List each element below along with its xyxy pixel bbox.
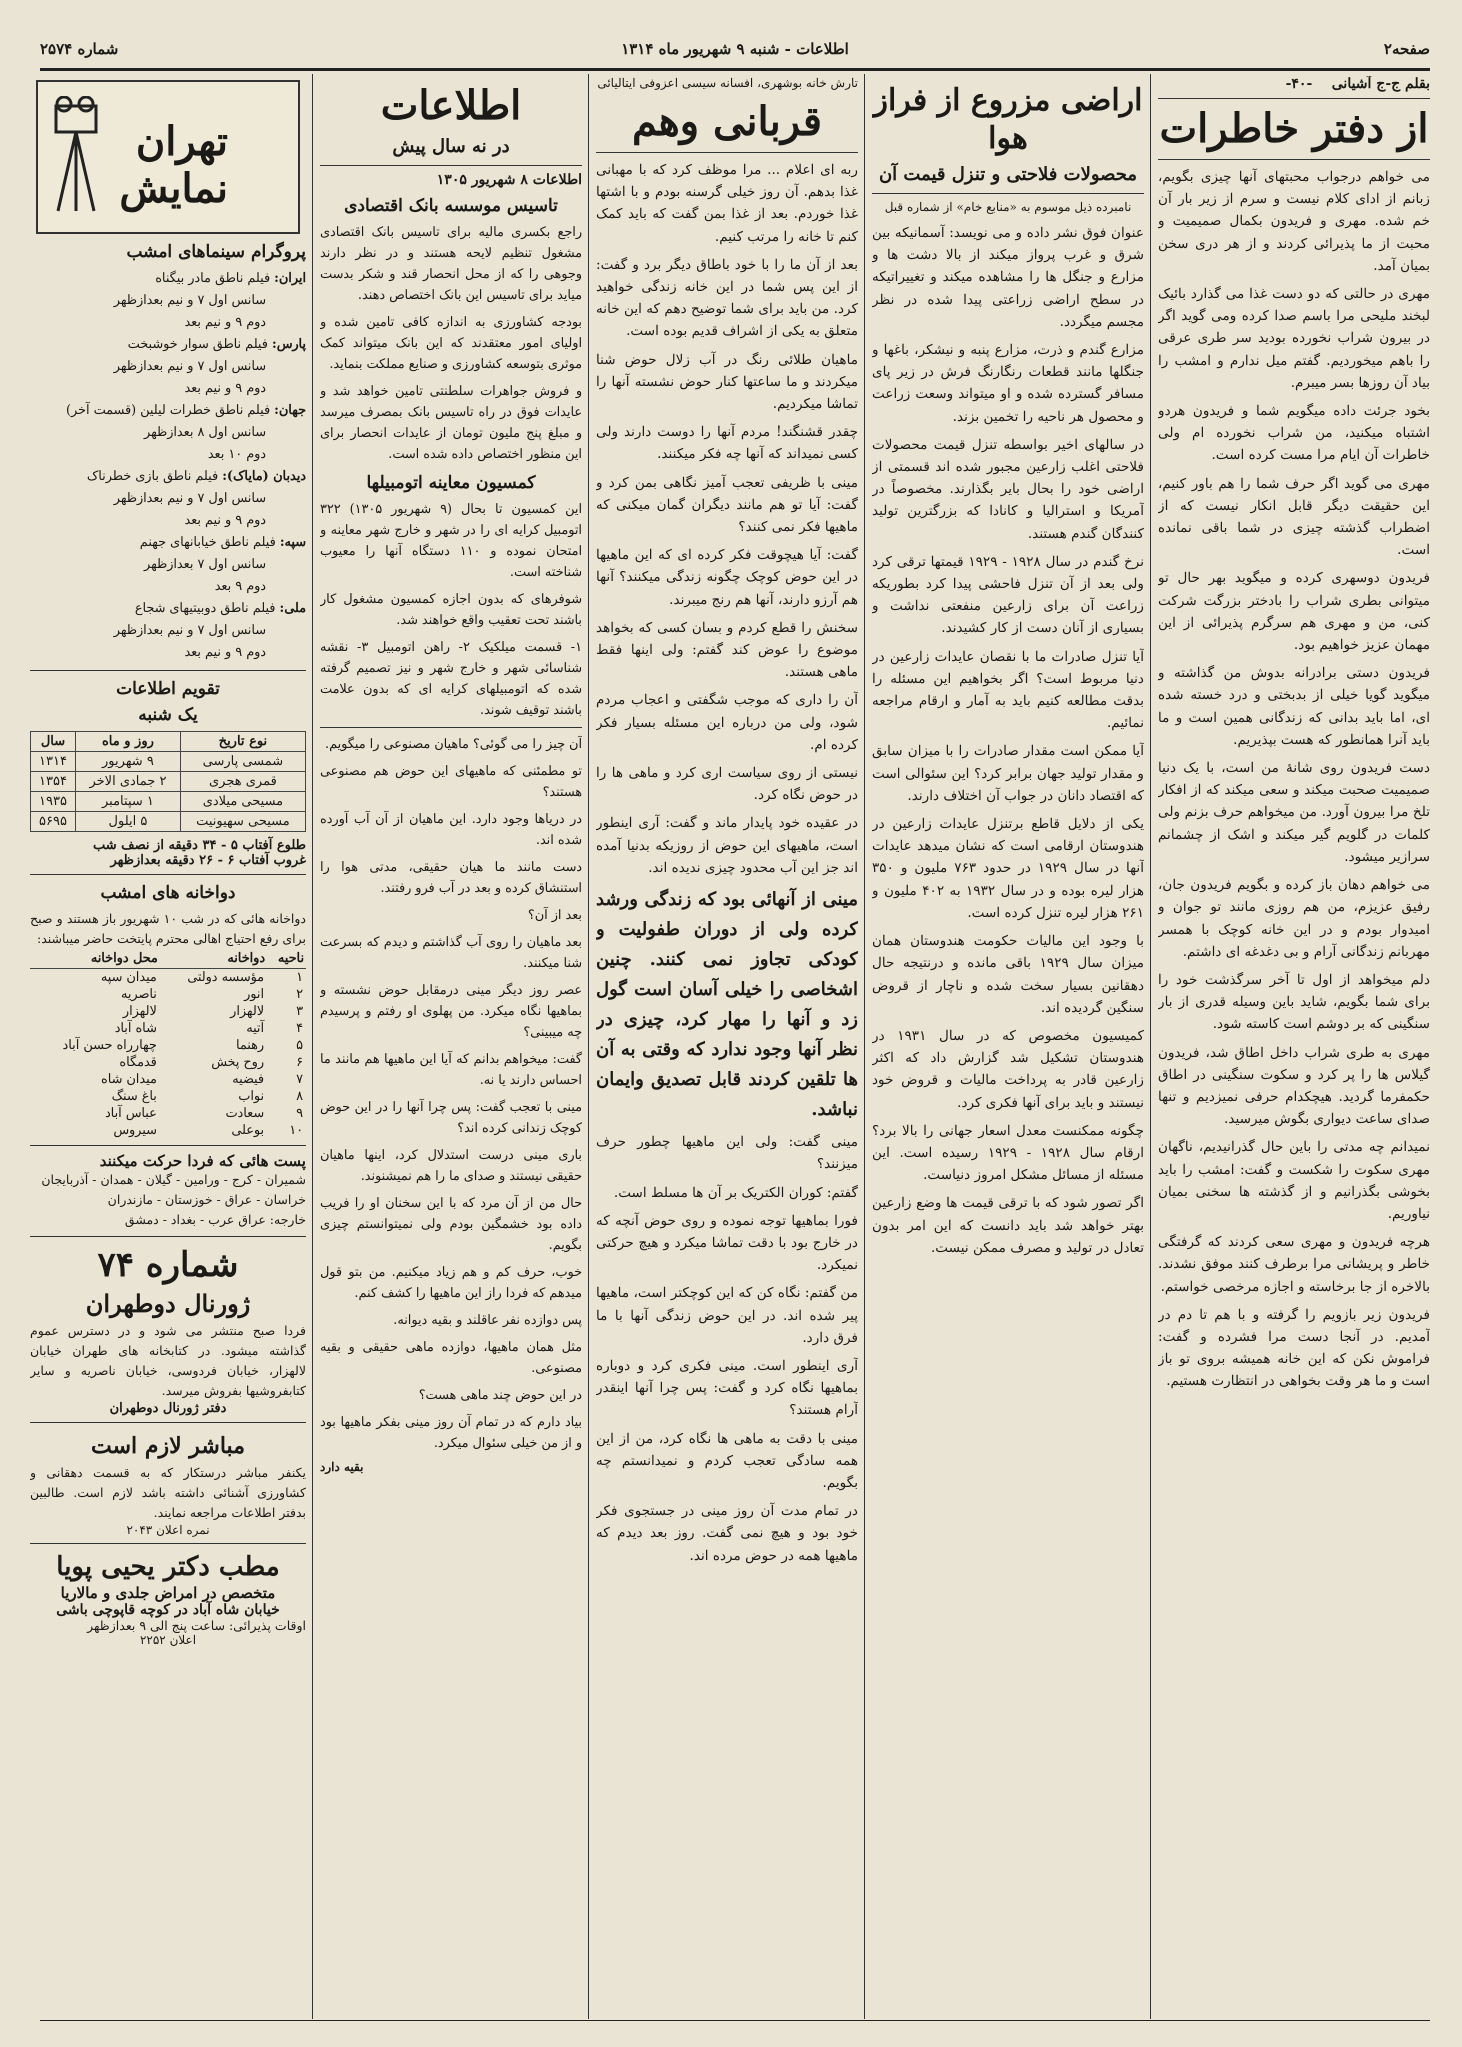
paragraph: دست فریدون روی شانهٔ من است، با یک دنیا صمیمیت صحبت میکند و سعی میکند که از افکار تلخ مرا بیرون آورد. من میخواهم حرف بزنم ولی کلمات در گلویم گیر میکند و اشک از چشمانم سرازیر میشود.	[1158, 760, 1430, 865]
paragraph: بودجه کشاورزی به اندازه کافی تامین شده و اولیای امور معتقدند که این بانک میتواند کمک موثری بتوسعه کشاورزی و صنایع مملکت بنماید.	[320, 315, 582, 372]
paragraph: آن چیز را می گوئی؟ ماهیان مصنوعی را میگویم.	[325, 737, 582, 752]
cinema-name: پارس:	[272, 337, 306, 352]
calendar-cell: قمری هجری	[180, 772, 305, 792]
paragraph: سخنش را قطع کردم و بسان کسی که بخواهد موضوع را عوض کند گفتم: ولی اینها فقط ماهی هستند.	[596, 619, 858, 681]
paragraph: راجع بکسری مالیه برای تاسیس بانک اقتصادی مشغول تنظیم لایحه هستند و در نظر دارند وجوهی را که از محل انحصار قند و شکر بدست میاید برای تاسیس این بانک اختصاص دهند.	[320, 225, 582, 303]
cinema-entry	[30, 268, 306, 290]
paragraph: با وجود این مالیات حکومت هندوستان همان میزان سال ۱۹۲۹ باقی مانده و درنتیجه حال دهقانین بسیار سخت شده و ناچار از قروض سنگین گردیده اند.	[872, 933, 1144, 1016]
divider	[596, 152, 858, 153]
calendar-table	[30, 731, 306, 832]
calendar-cell: شمسی پارسی	[180, 752, 305, 772]
pharmacy-cell: روح پخش	[211, 1055, 265, 1070]
story-body-continued	[596, 1131, 858, 1567]
news-body	[320, 222, 582, 465]
cinema-entry	[30, 466, 306, 488]
calendar-header-cell: روز و ماه	[76, 732, 181, 752]
article-note: نامبرده ذیل موسوم به «منابع خام» از شماره قبل	[884, 200, 1132, 214]
cinema-list	[30, 268, 306, 664]
cinema-program-title: پروگرام سینماهای امشب	[126, 242, 306, 262]
calendar-day: یک شنبه	[138, 705, 198, 725]
cinema-name: ملی:	[279, 601, 306, 616]
calendar-header-cell: سال	[31, 732, 76, 752]
cinema-showtime: دوم ۹ و نیم بعد	[184, 513, 266, 528]
cinema-film: فیلم ناطق خطرات لیلین (قسمت آخر)	[66, 403, 271, 418]
pharmacy-row	[30, 1037, 306, 1054]
paragraph: ماهیان طلائی رنگ در آب زلال حوض شنا میکردند و ما ساعتها کنار حوض نشسته آنها را تماشا میکردیم.	[596, 351, 858, 413]
divider	[30, 1422, 306, 1423]
masthead	[40, 40, 1430, 62]
pharmacy-cell: ناصریه	[120, 987, 157, 1002]
paragraph: آیا تنزل صادرات ما با نقصان عایدات زارعین در دنیا مربوط است؟ اگر بخواهیم این مسئله را بدقت مطالعه کنیم باید به آمار و ارقام مراجعه نمائیم.	[872, 648, 1144, 732]
calendar-cell: ۵ ایلول	[76, 812, 181, 832]
pharmacy-cell: قدمگاه	[119, 1055, 157, 1070]
paragraph: گفت: میخواهم بدانم که آیا این ماهیها هم مانند ما احساس دارند یا نه.	[320, 1052, 582, 1088]
calendar-cell: ۲ جمادی الاخر	[76, 772, 181, 792]
story-credit: تارش خانه بوشهری، افسانه سیسی اعزوفی ایتالیائی	[597, 76, 858, 90]
ad-journal-text: فردا صبح منتشر می شود و در دسترس عموم گذاشته میشود. در کتابخانه های طهران خیابان لالهزار، خیابان فردوسی، خیابان ناصریه و سایر کتابفروشیها بفروش میرسد.	[30, 1323, 306, 1398]
paragraph: نیستی از روی سیاست اری کرد و ماهی ها را در حوض نگاه کرد.	[596, 765, 858, 804]
post-line: خارجه: عراق عرب - بغداد - دمشق	[124, 1212, 306, 1227]
page-label: صفحه۲	[1383, 40, 1430, 58]
ad-manager-number: نمره اعلان ۲۰۴۳	[126, 1523, 210, 1537]
column-listings	[30, 76, 306, 2026]
cinema-film: فیلم ناطق خیابانهای جهنم	[139, 535, 276, 550]
pharmacy-cell: مؤسسه دولتی	[187, 970, 265, 985]
pharmacy-row	[30, 986, 306, 1003]
ad-manager-text: یکنفر مباشر درستکار که به قسمت دهقانی و کشاورزی آشنائی داشته باشد لازم است. طالبین بدفتر اطلاعات مراجعه نمایند.	[30, 1465, 306, 1520]
cinema-showtime: دوم ۹ و نیم بعد	[184, 381, 266, 396]
masthead-rule	[40, 68, 1430, 71]
continued-note: بقیه دارد	[320, 1460, 364, 1474]
cinema-showtime: سانس اول ۷ بعدازظهر	[144, 557, 266, 572]
paragraph: فورا بماهیها توجه نموده و روی حوض آنچه که در خارج بود با دقت تماشا میکرد و هیچ حرکتی نمیکرد.	[596, 1212, 858, 1274]
news-heading: کمسیون معاینه اتومبیلها	[366, 473, 536, 493]
paragraph: دست مانند ما هیان حقیقی، مدتی هوا را استنشاق کرده و بعد در آب فرو رفتند.	[320, 860, 582, 896]
paragraph: باری مینی درست استدلال کرد، اینها ماهیان حقیقی نیستند و صدای ما را هم نمیشنوند.	[320, 1148, 582, 1184]
pharmacy-header-cell: ناحیه	[267, 949, 306, 969]
cinema-showtime: دوم ۹ بعد	[214, 579, 266, 594]
cinema-name: جهان:	[274, 403, 306, 418]
paragraph: اگر تصور شود که با ترقی قیمت ها وضع زارعین بهتر خواهد شد باید دانست که این امر بدون تعادل در تولید و مصرف ممکن نیست.	[872, 1195, 1144, 1256]
paragraph: عصر روز دیگر مینی درمقابل حوض نشسته و بماهیها نگاه میکرد. من پهلوی او رفتم و پرسیدم چه میبینی؟	[320, 983, 582, 1040]
paragraph: آیا ممکن است مقدار صادرات را با میزان سابق و مقدار تولید جهان برابر کرد؟ این سئوالی است که اقتصاد دانان در جواب آن اختلاف دارند.	[872, 743, 1144, 804]
ad-clinic-number: اعلان ۲۲۵۲	[139, 1633, 197, 1647]
ad-clinic-title: مطب دکتر یحیی پویا	[56, 1552, 280, 1582]
cinema-name: ایران:	[274, 271, 306, 286]
section-title: اطلاعات	[380, 82, 522, 129]
column-farmland	[872, 76, 1144, 2026]
calendar-header-row	[31, 732, 306, 752]
cinema-showtime: سانس اول ۷ و نیم بعدازظهر	[113, 293, 266, 308]
divider	[320, 165, 582, 166]
paragraph: گفتم: کوران الکتریک بر آن ها مسلط است.	[613, 1184, 858, 1201]
paragraph: فریدون زیر بازویم را گرفته و با هم تا دم در آمدیم. در آنجا دست مرا فشرده و گفت: فراموش نکن که این خانه همیشه بروی تو باز است و ما هر وقت بخواهی در انتظارت هستیم.	[1158, 1306, 1430, 1390]
cinema-film: فیلم ناطق سوار خوشبخت	[127, 337, 268, 352]
calendar-row	[31, 792, 306, 812]
divider	[872, 193, 1144, 194]
paragraph: آن را داری که موجب شگفتی و اعجاب مردم شود، ولی من درباره این مسئله بسیار فکر کرده ام.	[596, 692, 858, 753]
pharmacy-cell: لالهزار	[122, 1004, 157, 1019]
divider	[1158, 159, 1430, 160]
article-title: از دفتر خاطرات	[1159, 105, 1429, 152]
article-subtitle: محصولات فلاحتی و تنزل قیمت آن	[878, 164, 1138, 185]
calendar-header-cell: نوع تاریخ	[180, 732, 305, 752]
issue-number: شماره ۲۵۷۴	[40, 40, 119, 58]
news-body	[320, 499, 582, 721]
pharmacies-header-row	[30, 949, 306, 969]
divider	[320, 727, 582, 728]
cinema-showtime: سانس اول ۷ و نیم بعدازظهر	[113, 359, 266, 374]
paragraph: گفت: آیا هیچوقت فکر کرده ای که این ماهیها در این حوض کوچک چگونه زندگی میکنند؟ آنها هم آرزو دارند، آنها هم رنج میبرند.	[596, 547, 858, 608]
calendar-cell: ۱ سپتامبر	[76, 792, 181, 812]
pharmacy-row	[30, 1105, 306, 1122]
paragraph: پس دوازده نفر عاقلند و بقیه دیوانه.	[393, 1313, 582, 1328]
paragraph: در تمام مدت آن روز مینی در جستجوی فکر خود بود و هیچ نمی گفت. روز بعد دیدم که ماهیها همه در حوض مرده اند.	[596, 1503, 858, 1564]
paragraph: بعد از آن؟	[527, 908, 582, 923]
calendar-cell: ۱۹۳۵	[31, 792, 76, 812]
calendar-cell: ۱۳۵۴	[31, 772, 76, 792]
movie-camera-icon	[48, 96, 108, 216]
divider	[30, 1236, 306, 1237]
pharmacy-cell: نواب	[238, 1089, 265, 1104]
dateline: اطلاعات ۸ شهریور ۱۳۰۵	[436, 172, 582, 188]
paragraph: چقدر قشنگند! مردم آنها را دوست دارند ولی کسی نمیداند که آنها چه فکر میکنند.	[596, 424, 858, 463]
pharmacies-title: دواخانه های امشب	[100, 883, 236, 903]
sunset: غروب آفتاب ۶ - ۲۶ دقیقه بعدازظهر	[110, 853, 306, 868]
paragraph: می خواهم درجواب محبتهای آنها چیزی بگویم، زبانم از ادای کلام نیست و سرم از زیر بار آن خم شده. مهری و فریدون بکمال صمیمیت و محبت از ما پذیرائی کردند و از هر دری سخن بمیان آمد.	[1158, 169, 1430, 274]
pharmacy-cell: میدان سپه	[100, 970, 157, 985]
cinema-film: فیلم ناطق بازی خطرناک	[86, 469, 219, 484]
paragraph: هرچه فریدون و مهری سعی کردند که گرفتگی خاطر و پریشانی مرا برطرف کنند موفق نشدند. بالاخره از جا برخاسته و اجازه مرخصی خواستم.	[1158, 1234, 1430, 1295]
paragraph: مینی با تعجب گفت: پس چرا آنها را در این حوض کوچک زندانی کرده اند؟	[320, 1100, 582, 1136]
cinema-showtime: دوم ۱۰ بعد	[207, 447, 266, 462]
paragraph: فریدون دوسهری کرده و میگوید بهر حال تو میتوانی بطری شراب را بادختر بزرگت شرکت کنی، من و مهری هم سرگرم پذیرائی از این مهمان عزیز خواهیم بود.	[1158, 570, 1430, 654]
story-title: قربانی وهم	[632, 98, 822, 145]
paragraph: ۱- قسمت میلکیک ۲- راهن اتومبیل ۳- نقشه شناسائی شهر و خارج شهر و نیز تصمیم گرفته شده که اتومبیلهای کرایه ای که بدون علامت باشند توقیف شوند.	[320, 640, 582, 718]
paragraph: در دریاها وجود دارد. این ماهیان از آن آب آورده شده اند.	[320, 812, 582, 848]
cinema-entry	[30, 532, 306, 554]
pharmacy-cell: بوعلی	[231, 1123, 265, 1138]
cinema-entry	[30, 400, 306, 422]
pharmacy-cell: سعادت	[225, 1106, 265, 1121]
pharmacy-cell: ۷	[296, 1072, 303, 1087]
paragraph: مزارع گندم و ذرت، مزارع پنبه و نیشکر، باغها و جنگلها مانند قطعات رنگارنگ فرش در زیر پای مسافر گسترده شده و او میتواند وسعت زراعت و محصول هر ناحیه را تخمین بزند.	[872, 342, 1144, 425]
pharmacies-table	[30, 949, 306, 1139]
calendar-cell: ۵۶۹۵	[31, 812, 76, 832]
pharmacy-cell: ۱۰	[289, 1123, 303, 1138]
paragraph: بیاد دارم که در تمام آن روز مینی بفکر ماهیها بود و از من خیلی سئوال میکرد.	[320, 1415, 582, 1451]
pharmacies-note: دواخانه هائی که در شب ۱۰ شهریور باز هستند و صبح برای رفع احتیاج اهالی محترم پایتخت حاضر میباشند:	[30, 911, 306, 946]
paragraph: مینی گفت: ولی این ماهیها چطور حرف میزنند؟	[596, 1134, 858, 1173]
paragraph: در عقیده خود پایدار ماند و گفت: آری اینطور است، ماهیهای این حوض از روزیکه بدنیا آمده اند جز این آب محدود چیزی ندیده اند.	[596, 815, 858, 876]
pharmacy-cell: انور	[244, 987, 265, 1002]
cinema-entry	[30, 334, 306, 356]
post-title: پست هائی که فردا حرکت میکنند	[99, 1152, 306, 1170]
pharmacy-cell: ۶	[296, 1055, 303, 1070]
pharmacy-row	[30, 1003, 306, 1020]
column-rule	[588, 74, 589, 2019]
paragraph: من گفتم: نگاه کن که این کوچکتر است، ماهیها پیر شده اند. در این حوض زندگی آنها با ما فرق دارد.	[596, 1285, 858, 1346]
paragraph: چگونه ممکنست معدل اسعار جهانی را بالا برد؟ ارقام سال ۱۹۲۸ - ۱۹۲۹ رسیده است. این مسئله از مسائل مشکل امروز دنیاست.	[872, 1122, 1144, 1184]
byline	[1158, 76, 1430, 92]
pharmacy-cell: شاه آباد	[114, 1021, 157, 1036]
paragraph: نمیدانم چه مدتی را باین حال گذرانیدیم، ناگهان مهری سکوت را شکست و گفت: امشب را باید بخوشی بگذرانیم و از گذشته ها سخنی بمیان نیاوریم.	[1158, 1139, 1430, 1222]
sunrise: طلوع آفتاب ۵ - ۳۴ دقیقه از نصف شب	[92, 838, 306, 853]
pharmacy-cell: چهارراه حسن آباد	[62, 1038, 157, 1053]
ad-clinic-specialty: متخصص در امراض جلدی و مالاریا	[60, 1584, 276, 1602]
divider	[30, 1543, 306, 1544]
column-rule	[312, 74, 313, 2019]
section-subtitle: در نه سال پیش	[392, 136, 510, 157]
pharmacy-cell: میدان شاه	[101, 1072, 157, 1087]
cinema-showtime: سانس اول ۷ و نیم بعدازظهر	[113, 623, 266, 638]
cinema-name: دیدبان (مایاک):	[222, 469, 306, 484]
paragraph: کمیسیون مخصوص که در سال ۱۹۳۱ در هندوستان تشکیل شد گزارش داد که اکثر زارعین قادر به پرداخت مالیات و قروض خود نیستند و باید برای آنها فکری کرد.	[872, 1027, 1144, 1111]
pharmacy-cell: سیروس	[113, 1123, 157, 1138]
ad-manager-title: مباشر لازم است	[91, 1433, 245, 1459]
story-continuation	[320, 734, 582, 1454]
pharmacy-header-cell: دواخانه	[160, 949, 267, 969]
pharmacy-row	[30, 969, 306, 987]
paragraph: حال من از آن مرد که با این سخنان او را فریب داده بود خشمگین بودم ولی نمیتوانستم چیزی بگویم.	[320, 1196, 582, 1253]
pharmacy-cell: ۱	[296, 970, 303, 985]
pharmacy-row	[30, 1020, 306, 1037]
pharmacy-header-cell: محل دواخانه	[30, 949, 160, 969]
column-memoirs	[1158, 76, 1430, 2026]
calendar-row	[31, 752, 306, 772]
ad-issue-number: شماره ۷۴	[97, 1245, 239, 1285]
story-body	[596, 159, 858, 879]
paragraph: می خواهم دهان باز کرده و بگویم فریدون جان، رفیق عزیزم، من هم روزی مانند تو جوان و امیدوار بودم و در این خانه کوچک با همسر مهربانم زندگانی آرام و بی دغدغه ای داشتم.	[1158, 877, 1430, 960]
cinema-showtime: دوم ۹ و نیم بعد	[184, 315, 266, 330]
pharmacy-cell: ۴	[296, 1021, 303, 1036]
paragraph: ربه ای اعلام ... مرا موظف کرد که با مهبانی غذا بدهم. آن روز خیلی گرسنه بودم و با اشتها غذا خوردم. بعد از غذا بمن گفت که باید کمک کنم تا خانه را مرتب کنیم.	[596, 162, 858, 245]
pharmacy-row	[30, 1071, 306, 1088]
article-title: اراضی مزروع از فراز هوا	[873, 83, 1143, 156]
pharmacy-cell: ۳	[296, 1004, 303, 1019]
paragraph: مهری به طری شراب داخل اطاق شد، فریدون گیلاس ها را پر کرد و سکوت سنگینی در اطاق حکمفرما گردید. هیچکدام حرفی نمیزدیم و تنها صدای ساعت دیواری بگوش میرسید.	[1158, 1044, 1430, 1128]
paragraph: بخود جرئت داده میگویم شما و فریدون هردو اشتباه میکنید، من شراب نخورده ام ولی خاطرات آن ایام مرا مست کرده است.	[1158, 403, 1430, 464]
cinema-showtime: دوم ۹ و نیم بعد	[184, 645, 266, 660]
pharmacy-row	[30, 1088, 306, 1105]
post-line: خراسان - عراق - خوزستان - مازندران	[107, 1192, 306, 1207]
cinema-showtime: سانس اول ۷ و نیم بعدازظهر	[113, 491, 266, 506]
divider	[1158, 98, 1430, 99]
paragraph: مهری می گوید اگر حرف شما را هم باور کنیم، این حقیقت دیگر قابل انکار نیست که از اضطراب گذشته چیزی در شما باقی نمانده است.	[1158, 475, 1430, 559]
pharmacy-cell: آتیه	[246, 1021, 265, 1036]
installment-number: -۴۰-	[1285, 76, 1313, 92]
ad-clinic-address: خیابان شاه آباد در کوچه قاپوچی باشی	[56, 1602, 280, 1618]
paragraph: این کمسیون تا بحال (۹ شهریور ۱۳۰۵) ۳۲۲ اتومبیل کرایه ای را در شهر و خارج شهر معاینه و امتحان نموده و ۱۱۰ دستگاه آنها را معیوب شناخته است.	[320, 502, 582, 580]
pharmacy-cell: لالهزار	[230, 1004, 265, 1019]
ad-clinic-hours: اوقات پذیرائی: ساعت پنج الی ۹ بعدازظهر	[87, 1618, 306, 1633]
pharmacy-cell: ۸	[296, 1089, 303, 1104]
pharmacy-row	[30, 1054, 306, 1071]
pharmacy-cell: ۹	[296, 1106, 303, 1121]
cinema-film: فیلم ناطق مادر بیگناه	[155, 271, 271, 286]
paragraph: یکی از دلایل قاطع برتنزل عایدات زارعین در هندوستان ارقامی است که نشان میدهد عایدات آنها در سال ۱۹۲۹ در حدود ۷۶۳ ملیون و ۳۵۰ هزار لیره بوده و در سال ۱۹۳۲ به ۴۰۲ ملیون و ۲۶۱ هزار لیره تنزل کرده است.	[872, 816, 1144, 921]
paragraph: مینی با ظریفی تعجب آمیز نگاهی بمن کرد و گفت: آیا تو هم مانند دیگران گمان میکنی که ماهیها فکر نمی کنند؟	[596, 474, 858, 536]
date-line: اطلاعات - شنبه ۹ شهریور ماه ۱۳۱۴	[621, 40, 849, 58]
pharmacy-cell: باغ سنگ	[111, 1089, 157, 1104]
divider	[30, 874, 306, 875]
column-story	[596, 76, 858, 2026]
pharmacy-cell: عباس آباد	[104, 1106, 157, 1121]
paragraph: خوب، حرف کم و هم زیاد میکنیم. من بتو قول میدهم که فردا راز این ماهیها را کشف کنم.	[320, 1265, 582, 1301]
paragraph: در این حوض چند ماهی هست؟	[418, 1388, 582, 1403]
ad-journal-office: دفتر ژورنال دوطهران	[109, 1401, 227, 1416]
pharmacy-cell: رهنما	[235, 1038, 265, 1053]
calendar-cell: ۹ شهریور	[76, 752, 181, 772]
post-list	[30, 1170, 306, 1230]
paragraph: مثل همان ماهیها، دوازده ماهی حقیقی و بقیه مصنوعی.	[320, 1340, 582, 1376]
pharmacy-cell: ۲	[296, 987, 303, 1002]
pharmacy-cell: ۵	[296, 1038, 303, 1053]
news-heading: تاسیس موسسه بانک اقتصادی	[344, 196, 558, 216]
paragraph: فریدون دستی برادرانه بدوش من گذاشته و میگوید گویا خیلی از بدبختی و درد خسته شده ای، اما باید بدانی که زندگانی همین است و ما باید آنرا همانطور که هست بپذیریم.	[1158, 665, 1430, 748]
paragraph: نرخ گندم در سال ۱۹۲۸ - ۱۹۲۹ قیمتها ترقی کرد ولی بعد از آن تنزل فاحشی پیدا کرد بطوریکه زراعت آن برای زارعین منفعتی نداشت و بسیاری از آنان دست از کار کشیدند.	[872, 553, 1144, 637]
column-rule	[864, 74, 865, 2019]
logo-title: تهران نمایش	[119, 118, 228, 212]
cinema-name: سپه:	[279, 535, 306, 550]
bottom-rule	[40, 2020, 1430, 2021]
calendar-cell: ۱۳۱۴	[31, 752, 76, 772]
paragraph: بعد ماهیان را روی آب گذاشتم و دیدم که بسرعت شنا میکنند.	[320, 935, 582, 971]
calendar-title: تقویم اطلاعات	[116, 679, 220, 699]
pharmacy-row	[30, 1122, 306, 1139]
post-line: شمیران - کرج - ورامین - گیلان - همدان - آذربایجان	[41, 1172, 306, 1187]
calendar-row	[31, 772, 306, 792]
byline-text: بقلم ج-ج آشیانی	[1331, 76, 1430, 92]
pharmacy-cell: فیضیه	[232, 1072, 265, 1087]
paragraph: مهری در حالتی که دو دست غذا می گذارد بائیک لبخند مليحی مرا باسم صدا کرده ومی گوید اگر در بیرون شراب نخورده بودید سر طری عرقی را باهم میخوردیم. گفتم میل ندارم و امشب را بیاد آن روزها بسر میبرم.	[1158, 286, 1430, 391]
cinema-film: فیلم ناطق دوبیتیهای شجاع	[134, 601, 276, 616]
paragraph: تو مطمئنی که ماهیهای این حوض هم مصنوعی هستند؟	[320, 764, 582, 800]
paragraph: دلم میخواهد از اول تا آخر سرگذشت خود را برای شما بگویم، شاید باین وسیله قدری از بار سنگینی که بر دوشم است کاسته شود.	[1158, 971, 1430, 1033]
pull-quote: مینی از آنهائی بود که زندگی ورشد کرده ولی از دوران طفولیت و کودکی تجاوز نمی کنند. چنین اشخاصی را خیلی آسان است گول زد و آنها را مهار کرد، چیزی در نظر آنها وجود ندارد که وقتی به آن ها تلقین کردند قابل تصدیق وایمان نباشد.	[596, 889, 858, 1121]
ad-journal-name: ژورنال دوطهران	[85, 1289, 251, 1318]
paragraph: شوفرهای که بدون اجازه کمسیون مشغول کار باشند تحت تعقیب واقع خواهند شد.	[320, 592, 582, 628]
column-rule	[1150, 74, 1151, 2019]
paragraph: مینی با دقت به ماهی ها نگاه کرد، من از این همه سادگی تعجب کردم و نمیدانستم چه بگویم.	[596, 1430, 858, 1491]
paragraph: عنوان فوق نشر داده و می نویسد: آسمانیکه بین شرق و غرب پرواز میکند از بالا دشت ها و مزارع و جنگل ها را مشاهده میکند و تغییراتیکه در سطح اراضی زراعتی پیدا شده در نظر مجسم میگردد.	[872, 225, 1144, 330]
article-body	[872, 222, 1144, 1259]
paragraph: در سالهای اخیر بواسطه تنزل قیمت محصولات فلاحتی اغلب زارعین مجبور شده اند قسمتی از اراضی خود را بحال بایر بگذارند. مخصوصاً در آمریکا و استرالیا و کانادا که بزرگترین تولید کنندگان گندم هستند.	[872, 436, 1144, 542]
paragraph: و فروش جواهرات سلطنتی تامین خواهد شد و عایدات فوق در راه تاسیس بانک بمصرف میرسد و مبلغ پنج ملیون تومان از عایدات انحصار برای این منظور اختصاص داده شده است.	[320, 384, 582, 462]
article-body	[1158, 166, 1430, 1393]
paragraph: بعد از آن ما را با خود باطاق دیگر برد و گفت: از این پس شما در این خانه زندگی خواهید کرد. من باید برای شما توضیح دهم که این خانه متعلق به یکی از اشراف قدیم بوده است.	[596, 256, 858, 340]
calendar-cell: مسیحی سهیونیت	[180, 812, 305, 832]
paragraph: آری اینطور است. مینی فکری کرد و دوباره بماهیها نگاه کرد و گفت: پس چرا آنها اینقدر آرام هستند؟	[596, 1357, 858, 1419]
column-nine-years-ago	[320, 76, 582, 2026]
cinema-logo	[36, 80, 300, 234]
divider	[30, 670, 306, 671]
cinema-showtime: سانس اول ۸ بعدازظهر	[144, 425, 266, 440]
calendar-cell: مسیحی میلادی	[180, 792, 305, 812]
divider	[30, 1145, 306, 1146]
cinema-entry	[30, 598, 306, 620]
calendar-row	[31, 812, 306, 832]
